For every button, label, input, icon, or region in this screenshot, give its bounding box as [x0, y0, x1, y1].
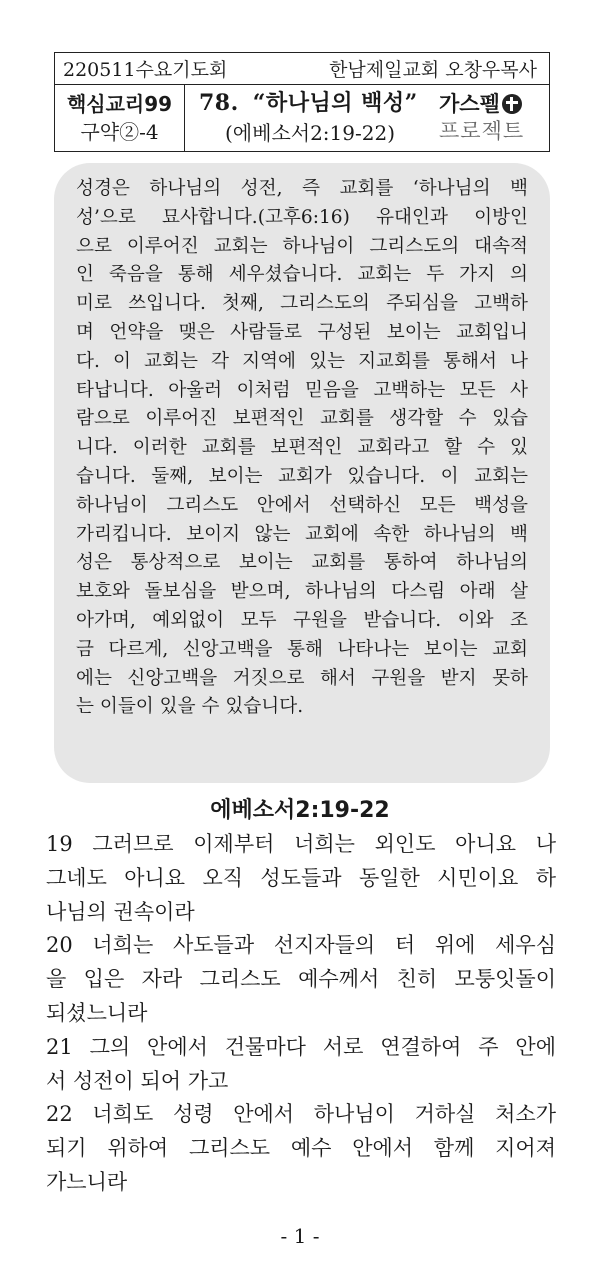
verse-line: 22 너희도 성령 안에서 하나님이 거하실 처소가 [46, 1102, 556, 1127]
church-pastor: 한남제일교회 오창우목사 [329, 59, 537, 81]
body-paragraph [76, 175, 528, 722]
scripture-verses [46, 828, 556, 1200]
brand-line2: 프로젝트 [439, 118, 525, 143]
verse-line: 21 그의 안에서 건물마다 서로 연결하여 주 안에 [46, 1034, 556, 1059]
cross-icon [502, 94, 522, 114]
series-label [55, 84, 185, 151]
sermon-title-block [185, 84, 439, 151]
sermon-title [199, 88, 439, 118]
body-line: 성은 통상적으로 보이는 교회를 통하여 하나님의 [76, 552, 528, 574]
sermon-number: 78. [199, 89, 239, 116]
header-title-bar [54, 84, 550, 152]
body-line: 하나님이 그리스도 안에서 선택하신 모든 백성을 [76, 494, 528, 516]
brand-logo [439, 84, 549, 151]
body-line: 아가며, 예외없이 모두 구원을 받습니다. 이와 조 [76, 609, 528, 631]
body-line: 람으로 이루어진 보편적인 교회를 생각할 수 있습 [76, 408, 528, 430]
body-line: 에는 신앙고백을 거짓으로 해서 구원을 받지 못하 [76, 667, 528, 689]
body-line: 미로 쓰입니다. 첫째, 그리스도의 주되심을 고백하 [76, 293, 528, 315]
brand-line1: 가스펠 [439, 91, 500, 116]
body-line: 으로 이루어진 교회는 하나님이 그리스도의 대속적 [76, 235, 528, 257]
body-line: 가리킵니다. 보이지 않는 교회에 속한 하나님의 백 [76, 523, 528, 545]
verse-line: 가느니라 [46, 1169, 128, 1194]
verse-line: 을 입은 자라 그리스도 예수께서 친히 모퉁잇돌이 [46, 967, 556, 992]
verse-line: 그네도 아니요 오직 성도들과 동일한 시민이요 하 [46, 865, 556, 890]
page-number: - 1 - [280, 1224, 320, 1248]
series-category: 핵심교리99 [66, 91, 173, 116]
verse-line: 20 너희는 사도들과 선지자들의 터 위에 세우심 [46, 933, 556, 958]
verse-line: 되기 위하여 그리스도 예수 안에서 함께 지어져 [46, 1136, 556, 1161]
series-subcategory: 구약②-4 [80, 119, 159, 144]
sermon-reference: (에베소서2:19-22) [225, 120, 396, 145]
verse-line: 나님의 권속이라 [46, 899, 195, 924]
header-info-bar [54, 52, 550, 85]
body-line: 다. 이 교회는 각 지역에 있는 지교회를 통해서 나 [76, 350, 528, 372]
body-line: 며 언약을 맺은 사람들로 구성된 보이는 교회입니 [76, 321, 528, 343]
body-line: 습니다. 둘째, 보이는 교회가 있습니다. 이 교회는 [76, 465, 528, 487]
body-line: 보호와 돌보심을 받으며, 하나님의 다스림 아래 살 [76, 581, 528, 603]
body-line: 성경은 하나님의 성전, 즉 교회를 ‘하나님의 백 [76, 178, 528, 199]
body-line: 금 다르게, 신앙고백을 통해 나타나는 보이는 교회 [76, 638, 528, 660]
verse-line: 19 그러므로 이제부터 너희는 외인도 아니요 나 [46, 832, 556, 856]
verse-line: 서 성전이 되어 가고 [46, 1068, 229, 1093]
body-line: 타납니다. 아울러 이처럼 믿음을 고백하는 모든 사 [76, 379, 528, 401]
scripture-heading: 에베소서2:19-22 [210, 798, 390, 823]
verse-line: 되셨느니라 [46, 1000, 148, 1025]
body-line: 인 죽음을 통해 세우셨습니다. 교회는 두 가지 의 [76, 264, 528, 286]
body-line: 성’으로 묘사합니다.(고후6:16) 유대인과 이방인 [76, 206, 528, 228]
service-date: 220511수요기도회 [63, 59, 228, 81]
sermon-title-text: “하나님의 백성” [252, 89, 418, 116]
body-line: 는 이들이 있을 수 있습니다. [76, 696, 304, 718]
body-line: 니다. 이러한 교회를 보편적인 교회라고 할 수 있 [76, 437, 528, 459]
